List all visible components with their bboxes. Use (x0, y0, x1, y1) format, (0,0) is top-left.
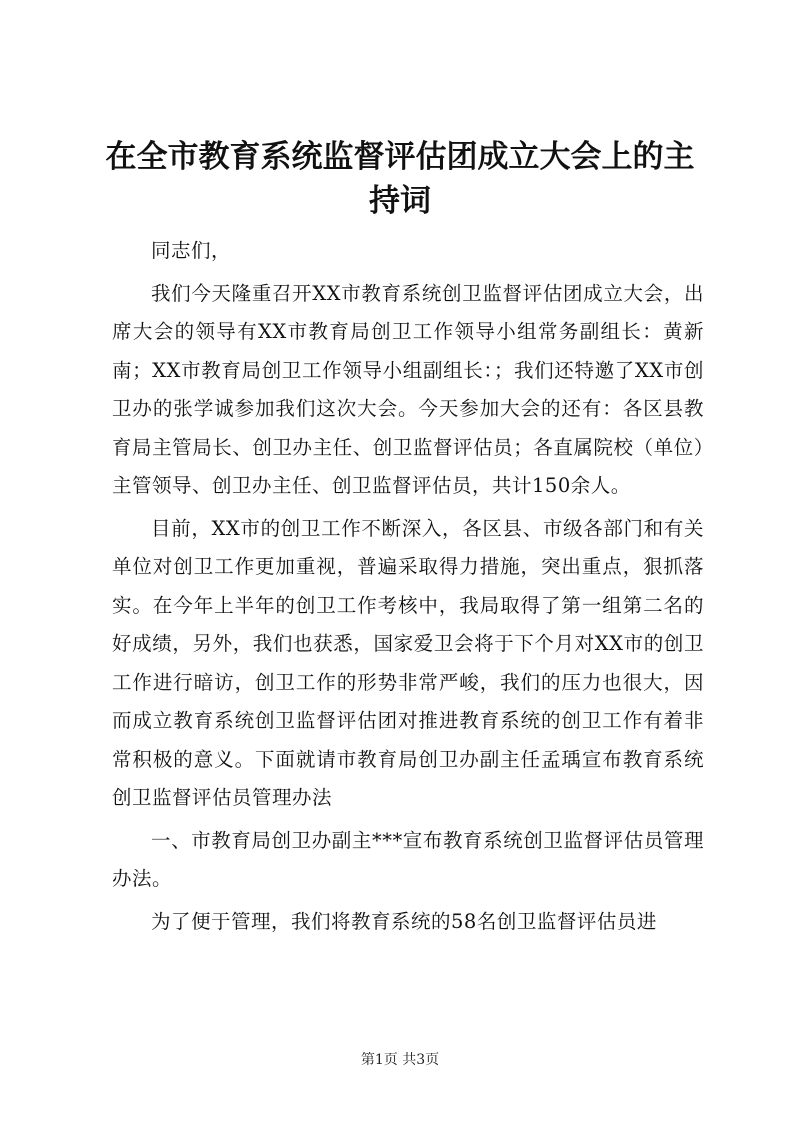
paragraph-situation: 目前，XX市的创卫工作不断深入，各区县、市级各部门和有关单位对创卫工作更加重视，普遍采取得力措施，突出重点，狠抓落实。在今年上半年的创卫工作考核中，我局取得了第一组第二名的好成绩，另外，我们也获悉，国家爱卫会将于下个月对XX市的创卫工作进行暗访，创卫工作的形势非常严峻，我们的压力也很大，因而成立教育系统创卫监督评估团对推进教育系统的创卫工作有着非常积极的意义。下面就请市教育局创卫办副主任孟瑀宣布教育系统创卫监督评估员管理办法 (112, 516, 704, 809)
paragraph-salutation: 同志们， (151, 239, 232, 262)
paragraph-management: 为了便于管理，我们将教育系统的58名创卫监督评估员进 (151, 909, 657, 933)
document-title: 在全市教育系统监督评估团成立大会上的主持词 (105, 139, 695, 219)
page-number-footer: 第1页 共3页 (360, 1052, 440, 1068)
paragraph-item-one: 一、市教育局创卫办副主***宣布教育系统创卫监督评估员管理办法。 (112, 828, 704, 890)
paragraph-attendees: 我们今天隆重召开XX市教育系统创卫监督评估团成立大会，出席大会的领导有XX市教育局创卫工作领导小组常务副组长：黄新南；XX市教育局创卫工作领导小组副组长：；我们还特邀了XX市创卫办的张学诚参加我们这次大会。今天参加大会的还有：各区县教育局主管局长、创卫办主任、创卫监督评估员；各直属院校（单位）主管领导、创卫办主任、创卫监督评估员，共计150余人。 (112, 281, 704, 497)
document-body (112, 232, 704, 945)
